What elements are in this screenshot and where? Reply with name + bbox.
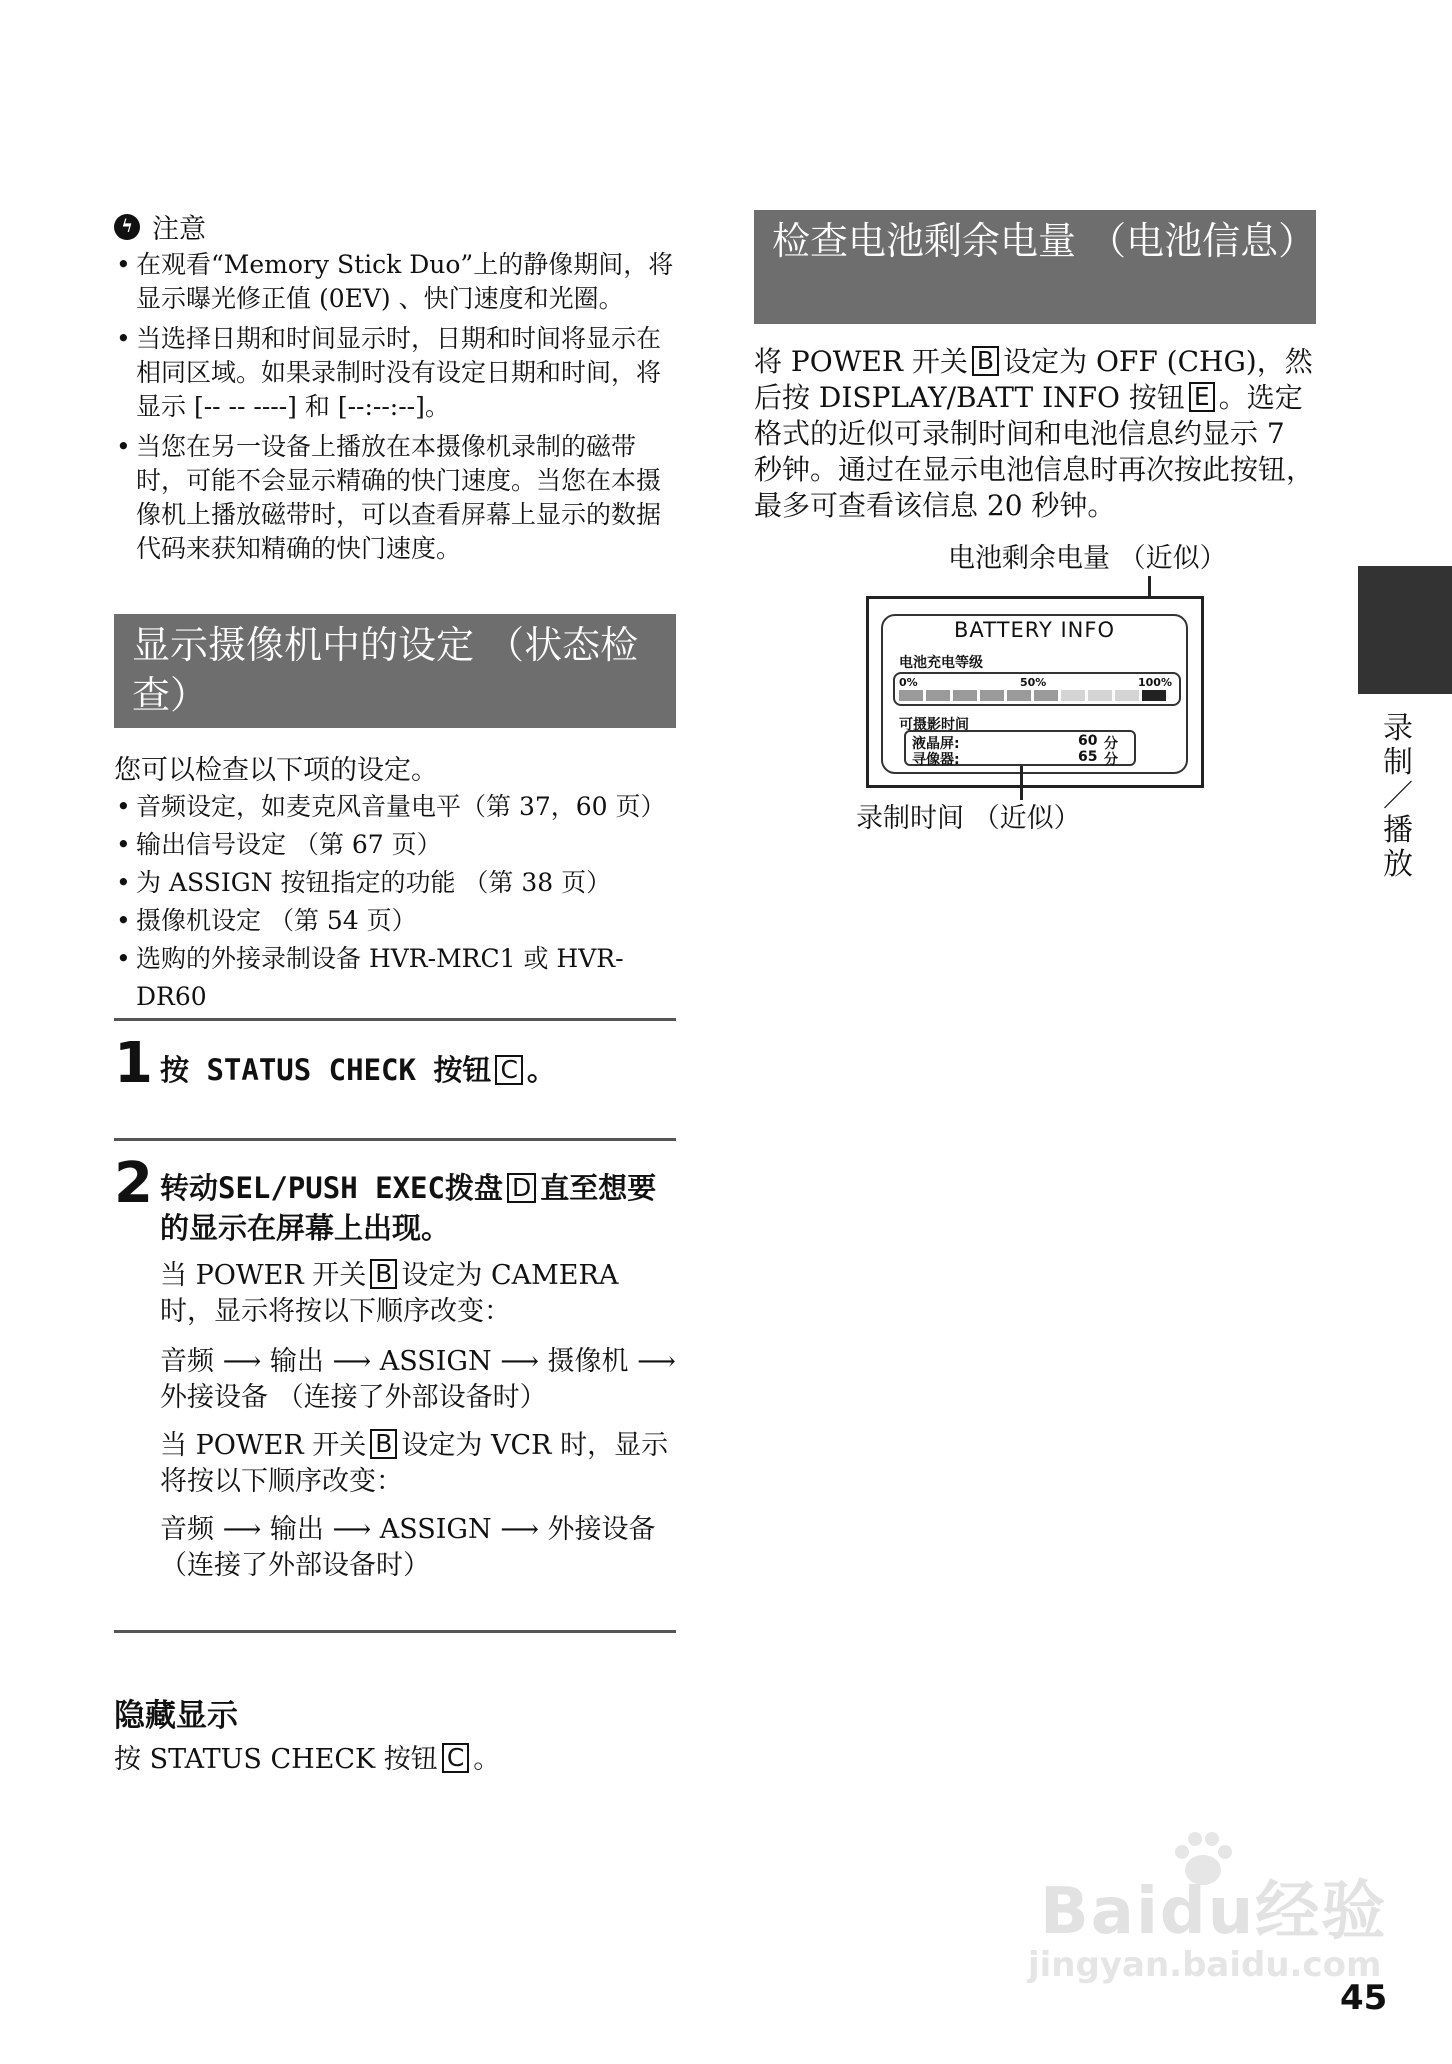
hide-text-before: 按 STATUS CHECK 按钮 xyxy=(114,1744,438,1775)
chapter-tab-label: 录制／播放 xyxy=(1383,711,1413,882)
step1-text xyxy=(160,1050,680,1090)
divider xyxy=(114,1138,676,1141)
caution-icon: ϟ xyxy=(114,214,140,240)
caution-title: 注意 xyxy=(152,214,206,245)
step-number: 2 xyxy=(114,1151,153,1216)
step2-text-after: 直至想要的显示在屏幕上出现。 xyxy=(160,1171,657,1245)
chapter-tab xyxy=(1358,566,1452,694)
caution-heading xyxy=(114,207,206,246)
vcr-note-after: 设定为 VCR 时，显示将按以下顺序改变： xyxy=(160,1430,669,1497)
camera-note-before: 当 POWER 开关 xyxy=(160,1260,367,1291)
charge-segment xyxy=(980,690,1004,701)
caution-item: • 当选择日期和时间显示时，日期和时间将显示在相同区域。如果录制时没有设定日期和时间，将显示 [-- -- ----] 和 [--:--:--]。 xyxy=(114,322,680,424)
viewfinder-unit: 分 xyxy=(1104,752,1118,768)
caution-item: • 在观看“Memory Stick Duo”上的静像期间，将显示曝光修正值 (0EV) 、快门速度和光圈。 xyxy=(114,248,680,316)
status-intro: 您可以检查以下项的设定。 xyxy=(114,755,438,786)
key-b-label: B xyxy=(370,1259,397,1289)
key-c-label: C xyxy=(495,1055,522,1085)
key-b-label: B xyxy=(370,1429,397,1459)
step1-text-before: 按 STATUS CHECK 按钮 xyxy=(160,1053,492,1087)
status-section-title: 显示摄像机中的设定 （状态检查） xyxy=(114,614,676,728)
battery-paragraph-before: 将 POWER 开关 xyxy=(754,345,968,378)
pct-50-label: 50% xyxy=(1020,676,1047,689)
recording-time-callout: 录制时间 （近似） xyxy=(856,803,1081,834)
charge-segment xyxy=(899,690,923,701)
caution-list xyxy=(114,248,680,572)
vcr-note-before: 当 POWER 开关 xyxy=(160,1430,367,1461)
battery-paragraph xyxy=(754,344,1318,524)
lcd-value: 60 xyxy=(1078,733,1098,749)
charge-segment xyxy=(1088,690,1112,701)
key-b-label: B xyxy=(972,346,999,376)
step-number: 1 xyxy=(114,1031,153,1096)
divider xyxy=(114,1630,676,1633)
vcr-sequence: 音频 ⟶ 输出 ⟶ ASSIGN ⟶ 外接设备 （连接了外部设备时） xyxy=(160,1514,656,1581)
hide-title: 隐藏显示 xyxy=(114,1698,238,1734)
status-item: • 为 ASSIGN 按钮指定的功能 （第 38 页） xyxy=(114,864,694,902)
key-e-label: E xyxy=(1189,382,1215,412)
status-items-list xyxy=(114,788,694,1016)
pct-0-label: 0% xyxy=(899,676,918,689)
charge-segment xyxy=(1115,690,1139,701)
key-d-label: D xyxy=(507,1173,536,1203)
charge-segment xyxy=(953,690,977,701)
step2-vcr-note xyxy=(160,1428,680,1500)
camera-sequence: 音频 ⟶ 输出 ⟶ ASSIGN ⟶ 摄像机 ⟶ 外接设备 （连接了外部设备时） xyxy=(160,1346,676,1413)
charge-segment xyxy=(926,690,950,701)
hide-text-after: 。 xyxy=(473,1744,501,1775)
hide-text xyxy=(114,1742,674,1778)
battery-paragraph-mid: 设定为 OFF (CHG)，然后按 DISPLAY/BATT INFO 按钮 xyxy=(754,345,1313,414)
step2-text-before: 转动SEL/PUSH EXEC拨盘 xyxy=(160,1171,503,1205)
watermark-logo: Baidu经验 xyxy=(1040,1875,1388,1949)
charge-segment xyxy=(1142,690,1166,701)
step2-text xyxy=(160,1168,680,1248)
status-item: • 音频设定，如麦克风音量电平（第 37，60 页） xyxy=(114,788,694,826)
battery-paragraph-after: 。选定格式的近似可录制时间和电池信息约显示 7 秒钟。通过在显示电池信息时再次按此按钮，最多可查看该信息 20 秒钟。 xyxy=(754,381,1315,522)
status-item: • 输出信号设定 （第 67 页） xyxy=(114,826,694,864)
status-item: • 选购的外接录制设备 HVR-MRC1 或 HVR-DR60 xyxy=(114,940,694,1016)
status-item: • 摄像机设定 （第 54 页） xyxy=(114,902,694,940)
battery-level-callout: 电池剩余电量 （近似） xyxy=(948,543,1227,574)
step2-camera-note xyxy=(160,1258,680,1330)
charge-segment xyxy=(1007,690,1031,701)
charge-segment xyxy=(1061,690,1085,701)
viewfinder-value: 65 xyxy=(1078,749,1098,765)
callout-line xyxy=(1020,766,1023,800)
battery-info-title: BATTERY INFO xyxy=(954,618,1115,642)
caution-item: • 当您在另一设备上播放在本摄像机录制的磁带时，可能不会显示精确的快门速度。当您在本摄像机上播放磁带时，可以查看屏幕上显示的数据代码来获知精确的快门速度。 xyxy=(114,430,680,566)
divider xyxy=(114,1018,676,1021)
camera-note-after: 设定为 CAMERA 时，显示将按以下顺序改变： xyxy=(160,1260,619,1327)
lcd-label: 液晶屏: xyxy=(912,736,960,752)
step1-text-after: 。 xyxy=(526,1053,556,1087)
page-number: 45 xyxy=(1340,1978,1388,2018)
viewfinder-label: 寻像器: xyxy=(912,752,960,768)
key-c-label: C xyxy=(442,1743,469,1773)
charge-level-label: 电池充电等级 xyxy=(899,655,983,671)
watermark-url: jingyan.baidu.com xyxy=(1028,1945,1382,1985)
lcd-unit: 分 xyxy=(1104,736,1118,752)
pct-100-label: 100% xyxy=(1138,676,1172,689)
charge-segment xyxy=(1034,690,1058,701)
battery-section-title: 检查电池剩余电量 （电池信息） xyxy=(754,210,1316,324)
recording-time-label: 可摄影时间 xyxy=(899,717,969,733)
